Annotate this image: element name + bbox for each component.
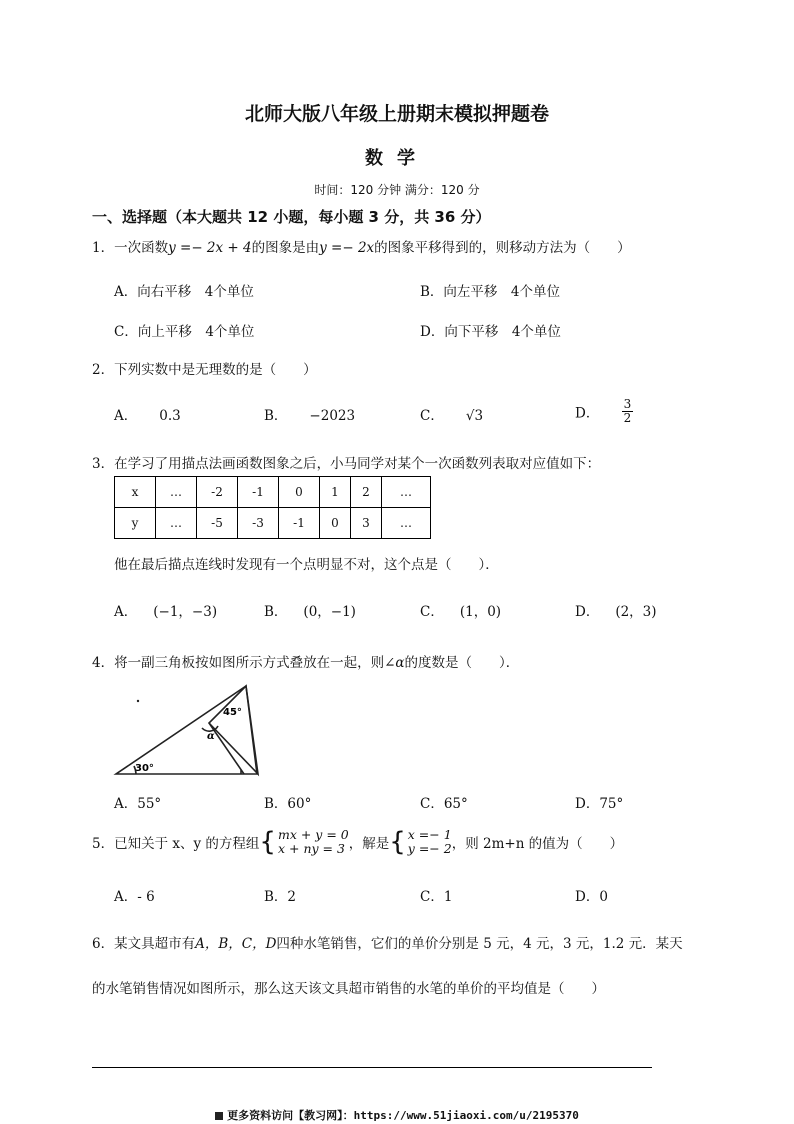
table-cell: … [382, 477, 431, 508]
q5-mid: ，解是 [348, 836, 390, 852]
q5-pre: 5．已知关于 x、y 的方程组 [92, 836, 260, 852]
q5-solution-system [389, 828, 451, 856]
q3-b-val: (0，−1) [303, 604, 356, 620]
table-cell: -2 [197, 477, 238, 508]
table-row [115, 477, 431, 508]
q4-option-b: B．60° [264, 796, 312, 812]
question-2: 2．下列实数中是无理数的是（ ） [92, 362, 317, 378]
q1-option-a: A．向右平移 4个单位 [114, 284, 254, 300]
footer-text[interactable]: 更多资料访问【教习网】：https://www.51jiaoxi.com/u/2195370 [227, 1109, 579, 1122]
q6-letters: A，B，C，D [195, 936, 277, 952]
q4-pre: 4．将一副三角板按如图所示方式叠放在一起，则 [92, 655, 385, 671]
table-cell: … [156, 477, 197, 508]
q3-option-d [575, 600, 657, 620]
q3-followup: 他在最后描点连线时发现有一个点明显不对，这个点是（ ）． [114, 557, 499, 573]
q3-c-label: C． [420, 604, 444, 620]
q3-option-b [264, 600, 356, 620]
q3-a-val: (−1，−3) [153, 604, 218, 620]
q1-pre: 一次函数 [114, 240, 169, 256]
q4-option-c: C．65° [420, 796, 468, 812]
q3-option-c [420, 600, 501, 620]
question-6-line1 [92, 932, 683, 952]
q3-d-val: (2，3) [615, 604, 657, 620]
subject-title: 数学 [365, 148, 429, 169]
q4-post: 的度数是（ ）． [404, 655, 520, 671]
q6-pre: 6．某文具超市有 [92, 936, 196, 952]
table-cell: -1 [238, 477, 279, 508]
q2-a-val: 0.3 [159, 408, 181, 424]
q2-option-a [114, 404, 181, 424]
flag-icon [215, 1112, 223, 1120]
q5-sys2-row2: y =− 2 [407, 841, 452, 856]
q1-eq1: y =− 2x + 4 [168, 240, 252, 256]
q5-equation-system [259, 828, 348, 856]
q2-a-label: A． [114, 408, 138, 424]
q5-option-b: B．2 [264, 889, 297, 905]
label-30: 30° [135, 763, 154, 774]
q5-sys1-row1: mx + y = 0 [277, 827, 349, 842]
q1-option-c: C．向上平移 4个单位 [114, 324, 255, 340]
table-cell: x [115, 477, 156, 508]
q4-option-d: D．75° [575, 796, 624, 812]
q2-b-label: B． [264, 408, 288, 424]
question-4 [92, 651, 519, 671]
q5-option-a: A．- 6 [114, 889, 155, 905]
footer-divider [92, 1067, 652, 1068]
q3-b-label: B． [264, 604, 288, 620]
q5-sys2-row1: x =− 1 [407, 827, 452, 842]
q3-a-label: A． [114, 604, 138, 620]
label-45: 45° [223, 707, 242, 718]
q2-option-c [420, 404, 483, 424]
q5-option-c: C．1 [420, 889, 453, 905]
q5-sys1-row2: x + ny = 3 [277, 841, 345, 856]
section-heading: 一、选择题（本大题共 12 小题，每小题 3 分，共 36 分） [92, 208, 491, 226]
exam-title: 北师大版八年级上册期末模拟押题卷 [244, 103, 549, 125]
table-cell: -1 [279, 508, 320, 539]
question-5 [92, 828, 623, 856]
q2-option-b [264, 404, 355, 424]
q6-post: 四种水笔销售，它们的单价分别是 5 元，4 元，3 元，1.2 元．某天 [276, 936, 683, 952]
table-cell: … [382, 508, 431, 539]
table-cell: 3 [351, 508, 382, 539]
table-cell: 0 [320, 508, 351, 539]
q4-option-a: A．55° [114, 796, 162, 812]
q2-c-val: √3 [465, 408, 484, 424]
q2-d-fraction [622, 398, 634, 425]
table-cell: -5 [197, 508, 238, 539]
q5-option-d: D．0 [575, 889, 608, 905]
q2-d-numerator: 3 [623, 397, 632, 411]
left-brace-icon: { [389, 827, 406, 857]
table-row [115, 508, 431, 539]
q1-option-b: B．向左平移 4个单位 [420, 284, 561, 300]
table-cell: 1 [320, 477, 351, 508]
q1-eq2: y =− 2x [319, 240, 375, 256]
question-3: 3．在学习了用描点法画函数图象之后，小马同学对某个一次函数列表取对应值如下： [92, 456, 601, 472]
triangle-45 [209, 686, 258, 774]
left-brace-icon: { [259, 827, 276, 857]
question-1 [92, 236, 631, 256]
q3-option-a [114, 600, 217, 620]
table-cell: y [115, 508, 156, 539]
q1-mid: 的图象是由 [251, 240, 320, 256]
time-info: 时间：120 分钟 满分：120 分 [314, 183, 480, 197]
label-alpha: α [207, 731, 215, 742]
table-cell: -3 [238, 508, 279, 539]
q3-value-table [114, 476, 431, 539]
q2-d-denominator: 2 [623, 411, 632, 425]
q3-d-label: D． [575, 604, 600, 620]
q1-option-d: D．向下平移 4个单位 [420, 324, 561, 340]
q1-post: 的图象平移得到的，则移动方法为（ ） [374, 240, 631, 256]
table-cell: 2 [351, 477, 382, 508]
q3-c-val: (1，0) [459, 604, 502, 620]
q2-b-val: −2023 [309, 408, 356, 424]
table-cell: 0 [279, 477, 320, 508]
q1-num: 1． [92, 240, 115, 256]
q5-post: ，则 2m+n 的值为（ ） [451, 836, 624, 852]
q2-option-d [575, 398, 633, 425]
q2-d-label: D． [575, 405, 600, 422]
q4-triangle-figure [110, 682, 270, 778]
footer-link[interactable] [0, 1107, 794, 1123]
q4-angle: ∠α [384, 655, 405, 671]
table-cell: … [156, 508, 197, 539]
q2-c-label: C． [420, 408, 444, 424]
question-6-line2: 的水笔销售情况如图所示，那么这天该文具超市销售的水笔的单价的平均值是（ ） [92, 981, 605, 997]
